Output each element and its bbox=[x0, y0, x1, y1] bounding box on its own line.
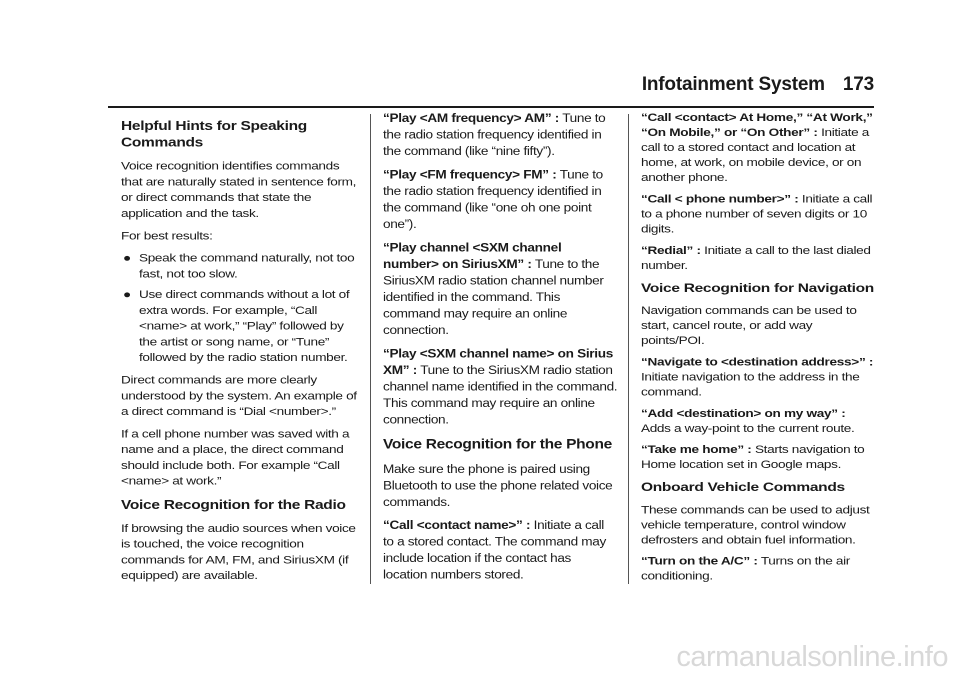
header-rule bbox=[108, 106, 874, 108]
paragraph: If browsing the audio sources when voice is touched, the voice recognition commands for AM, FM, and SiriusXM (if equipped) are available. bbox=[121, 522, 356, 582]
command-entry bbox=[383, 239, 618, 338]
column-1 bbox=[121, 110, 359, 590]
paragraph: For best results: bbox=[121, 229, 213, 242]
command-entry bbox=[383, 110, 618, 159]
column-2 bbox=[383, 110, 618, 590]
command-description: Starts navigation to Home location set in Google maps. bbox=[641, 443, 865, 471]
heading-navigation: Voice Recognition for Navigation bbox=[641, 281, 874, 296]
command-label: “Play <FM frequency> FM” : bbox=[383, 168, 557, 182]
command-description: Adds a way-point to the current route. bbox=[641, 422, 855, 435]
list-item-text: Speak the command naturally, not too fast, not too slow. bbox=[139, 251, 355, 280]
command-entry bbox=[641, 554, 875, 584]
command-label: “Take me home” : bbox=[641, 443, 752, 456]
command-label: “Call <contact name>” : bbox=[383, 518, 531, 532]
page-number: 173 bbox=[842, 74, 874, 95]
command-label: “Play <AM frequency> AM” : bbox=[383, 111, 560, 125]
command-label: “Redial” : bbox=[641, 244, 701, 257]
command-label: “Navigate to <destination address>” : bbox=[641, 355, 874, 368]
command-description: Initiate navigation to the address in the command. bbox=[641, 370, 860, 398]
column-divider-2 bbox=[628, 114, 629, 584]
heading-helpful-hints: Helpful Hints for Speaking Commands bbox=[121, 119, 307, 150]
command-description: Turns on the air conditioning. bbox=[641, 555, 850, 583]
heading-onboard-vehicle: Onboard Vehicle Commands bbox=[641, 480, 845, 495]
command-label: “Play channel <SXM channel number> on SiriusXM” : bbox=[383, 241, 562, 271]
paragraph: These commands can be used to adjust vehicle temperature, control window defrosters and obtain fuel information. bbox=[641, 503, 870, 546]
command-entry bbox=[641, 191, 875, 236]
bullet-icon: ● bbox=[123, 288, 131, 301]
command-description: Tune to the SiriusXM radio station channel number identified in the command. This command may require an online connection. bbox=[383, 257, 604, 337]
section-title: Infotainment System bbox=[641, 74, 825, 95]
command-label: “Play <SXM channel name> on Sirius XM” : bbox=[383, 346, 614, 377]
column-divider-1 bbox=[370, 114, 371, 584]
paragraph: If a cell phone number was saved with a name and a place, the direct command should include both. For example “Call <name> at work.” bbox=[121, 427, 350, 488]
command-entry bbox=[641, 442, 875, 472]
command-label: “Turn on the A/C” : bbox=[641, 555, 758, 568]
command-entry bbox=[641, 354, 875, 399]
paragraph: Voice recognition identifies commands that are naturally stated in sentence form, or direct commands that state the application and the task. bbox=[121, 159, 357, 220]
command-description: Initiate a call to a stored contact. The command may include location if the contact has location numbers stored. bbox=[383, 518, 606, 582]
command-label: “Add <destination> on my way” : bbox=[641, 407, 846, 420]
list-item bbox=[121, 287, 359, 366]
command-label: “Call < phone number>” : bbox=[641, 193, 799, 205]
command-description: Initiate a call to a stored contact and location at home, at work, on mobile device, or on another phone. bbox=[641, 126, 869, 184]
page-header bbox=[0, 74, 874, 96]
command-entry bbox=[641, 110, 875, 185]
bullet-icon: ● bbox=[123, 251, 131, 265]
hints-list bbox=[121, 250, 359, 365]
list-item-text: Use direct commands without a lot of extra words. For example, “Call <name> at work,” “Play” followed by the artist or song name, or “Tune” followed by the radio station number. bbox=[139, 288, 350, 364]
command-entry bbox=[383, 345, 618, 427]
command-description: Tune to the radio station frequency identified in the command (like “one oh one point one”). bbox=[383, 168, 603, 231]
command-entry bbox=[383, 517, 618, 583]
command-entry bbox=[383, 166, 618, 232]
paragraph: Navigation commands can be used to start, cancel route, or add way points/POI. bbox=[641, 304, 857, 347]
command-description: Tune to the radio station frequency identified in the command (like “nine fifty”). bbox=[383, 111, 606, 158]
column-3 bbox=[641, 110, 875, 590]
command-description: Initiate a call to the last dialed number. bbox=[641, 244, 871, 272]
paragraph: Make sure the phone is paired using Bluetooth to use the phone related voice commands. bbox=[383, 462, 613, 509]
command-description: Tune to the SiriusXM radio station channel name identified in the command. This command may require an online connection. bbox=[383, 363, 618, 426]
command-entry bbox=[641, 406, 875, 436]
list-item bbox=[121, 250, 359, 282]
command-label: “Call <contact> At Home,” “At Work,” “On Mobile,” or “On Other” : bbox=[641, 111, 873, 139]
watermark-link[interactable]: carmanualsonline.info bbox=[676, 641, 948, 673]
command-description: Initiate a call to a phone number of seven digits or 10 digits. bbox=[641, 193, 873, 235]
heading-phone: Voice Recognition for the Phone bbox=[383, 437, 612, 452]
heading-radio: Voice Recognition for the Radio bbox=[121, 497, 346, 513]
command-entry bbox=[641, 243, 875, 273]
paragraph: Direct commands are more clearly understood by the system. An example of a direct command is “Dial <number>.” bbox=[121, 373, 357, 418]
